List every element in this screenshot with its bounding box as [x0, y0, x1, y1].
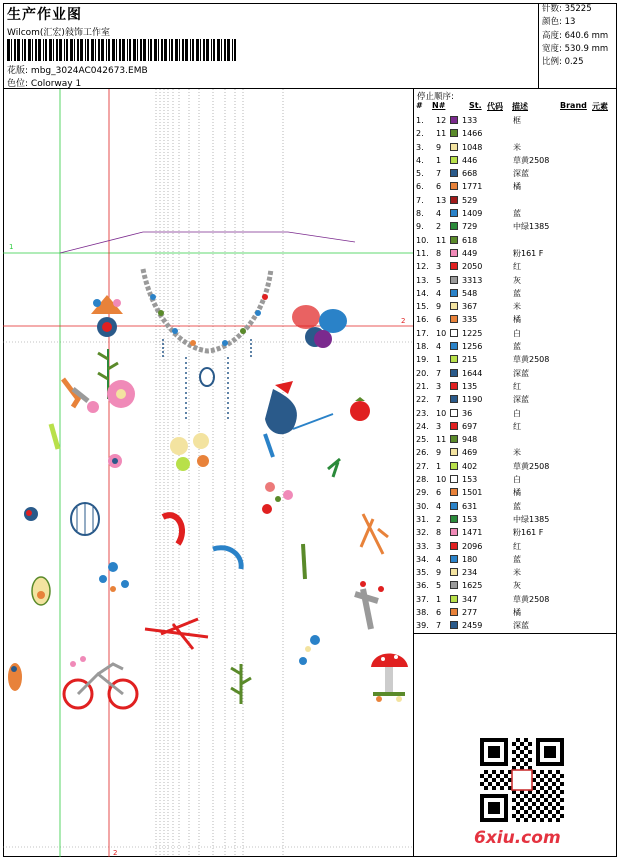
row-code: 697	[462, 421, 478, 431]
table-row	[414, 300, 617, 313]
stat-width: 宽度: 530.9 mm	[542, 43, 609, 54]
row-code: 446	[462, 155, 478, 165]
color-swatch	[450, 169, 458, 177]
row-desc: 深蓝	[513, 621, 529, 631]
row-index: 11.	[416, 248, 429, 258]
row-code: 529	[462, 195, 478, 205]
colorway-line	[7, 76, 81, 89]
table-row	[414, 260, 617, 273]
stop-sequence-title: 停止顺序:	[417, 92, 454, 102]
color-swatch	[450, 249, 458, 257]
stats-box	[538, 3, 617, 89]
row-code: 1190	[462, 395, 483, 405]
color-swatch	[450, 276, 458, 284]
row-code: 618	[462, 235, 478, 245]
row-needle: 6	[436, 488, 442, 498]
row-index: 36.	[416, 581, 429, 591]
color-swatch	[450, 302, 458, 310]
table-row	[414, 407, 617, 420]
table-row	[414, 367, 617, 380]
row-desc: 粉161 F	[513, 528, 544, 538]
table-row	[414, 500, 617, 513]
row-index: 7.	[416, 195, 424, 205]
color-swatch	[450, 156, 458, 164]
page-title: 生产作业图	[7, 7, 82, 23]
row-code: 948	[462, 435, 478, 445]
row-needle: 9	[436, 448, 442, 458]
row-index: 28.	[416, 475, 429, 485]
stat-colors: 颜色: 13	[542, 17, 576, 28]
color-swatch	[450, 262, 458, 270]
row-desc: 白	[513, 408, 521, 418]
stop-sequence-panel	[414, 89, 617, 634]
row-needle: 3	[436, 421, 442, 431]
color-swatch	[450, 315, 458, 323]
necklace-motif	[143, 269, 271, 419]
row-needle: 4	[436, 554, 442, 564]
qr-area	[414, 634, 617, 857]
qr-code	[480, 738, 564, 822]
row-needle: 5	[436, 275, 442, 285]
table-row	[414, 194, 617, 207]
color-swatch	[450, 542, 458, 550]
row-needle: 2	[436, 222, 442, 232]
header	[3, 3, 538, 89]
row-needle: 8	[436, 248, 442, 258]
row-index: 5.	[416, 169, 424, 179]
row-needle: 2	[436, 514, 442, 524]
row-code: 335	[462, 315, 478, 325]
color-swatch	[450, 209, 458, 217]
colorway-label: 色位:	[7, 79, 29, 89]
row-needle: 3	[436, 381, 442, 391]
col-element: 元素	[592, 102, 608, 111]
row-needle: 6	[436, 607, 442, 617]
row-code: 1256	[462, 342, 483, 352]
row-index: 15.	[416, 302, 429, 312]
row-desc: 粉161 F	[513, 248, 544, 258]
color-swatch	[450, 568, 458, 576]
company-name: Wilcom(汇宏)敍饰工作室	[7, 28, 110, 38]
row-index: 21.	[416, 381, 429, 391]
row-code: 2050	[462, 262, 483, 272]
row-desc: 灰	[513, 275, 521, 285]
table-row	[414, 207, 617, 220]
color-swatch	[450, 196, 458, 204]
row-code: 1771	[462, 182, 483, 192]
row-index: 16.	[416, 315, 429, 325]
color-swatch	[450, 382, 458, 390]
table-row	[414, 619, 617, 632]
table-row	[414, 420, 617, 433]
table-row	[414, 486, 617, 499]
row-index: 30.	[416, 501, 429, 511]
guide-marker-bottom: 2	[113, 849, 118, 857]
color-swatch	[450, 129, 458, 137]
row-index: 33.	[416, 541, 429, 551]
color-swatch	[450, 502, 458, 510]
row-code: 367	[462, 302, 478, 312]
table-row	[414, 593, 617, 606]
design-preview	[3, 89, 414, 857]
color-swatch	[450, 435, 458, 443]
row-needle: 11	[436, 235, 447, 245]
barcode	[7, 39, 239, 61]
row-index: 37.	[416, 594, 429, 604]
colorway-value: Colorway 1	[30, 79, 82, 89]
row-needle: 11	[436, 435, 447, 445]
col-needle: N#	[432, 101, 446, 110]
table-row	[414, 380, 617, 393]
row-desc: 草黄2508	[513, 355, 550, 365]
table-row	[414, 167, 617, 180]
color-swatch	[450, 182, 458, 190]
row-index: 12.	[416, 262, 429, 272]
row-needle: 1	[436, 155, 442, 165]
row-code: 234	[462, 568, 478, 578]
stat-stitches: 针数: 35225	[542, 4, 592, 14]
color-swatch	[450, 608, 458, 616]
color-swatch	[450, 236, 458, 244]
row-desc: 蓝	[513, 342, 521, 352]
row-desc: 红	[513, 541, 521, 551]
row-needle: 3	[436, 262, 442, 272]
row-needle: 1	[436, 461, 442, 471]
row-code: 548	[462, 288, 478, 298]
row-desc: 中绿1385	[513, 222, 550, 232]
row-needle: 9	[436, 568, 442, 578]
row-desc: 蓝	[513, 288, 521, 298]
row-needle: 9	[436, 302, 442, 312]
row-index: 17.	[416, 328, 429, 338]
design-canvas[interactable]	[3, 89, 414, 857]
row-desc: 深蓝	[513, 368, 529, 378]
row-index: 38.	[416, 607, 429, 617]
row-needle: 10	[436, 408, 447, 418]
table-row	[414, 313, 617, 326]
row-index: 26.	[416, 448, 429, 458]
color-swatch	[450, 422, 458, 430]
table-row	[414, 274, 617, 287]
table-row	[414, 154, 617, 167]
row-desc: 深蓝	[513, 395, 529, 405]
row-code: 1625	[462, 581, 483, 591]
row-index: 10.	[416, 235, 429, 245]
row-code: 3313	[462, 275, 483, 285]
col-desc: 描述	[512, 102, 528, 111]
row-desc: 橘	[513, 182, 521, 192]
row-needle: 6	[436, 315, 442, 325]
row-code: 153	[462, 514, 478, 524]
color-swatch	[450, 409, 458, 417]
table-row	[414, 327, 617, 340]
row-needle: 10	[436, 475, 447, 485]
color-swatch	[450, 329, 458, 337]
row-code: 1466	[462, 129, 483, 139]
row-index: 14.	[416, 288, 429, 298]
row-desc: 红	[513, 381, 521, 391]
row-desc: 蓝	[513, 209, 521, 219]
row-needle: 11	[436, 129, 447, 139]
row-desc: 红	[513, 421, 521, 431]
row-code: 2459	[462, 621, 483, 631]
row-desc: 米	[513, 302, 521, 312]
row-needle: 8	[436, 528, 442, 538]
stat-height: 高度: 640.6 mm	[542, 30, 609, 41]
row-desc: 白	[513, 475, 521, 485]
row-code: 449	[462, 248, 478, 258]
table-row	[414, 234, 617, 247]
row-needle: 1	[436, 594, 442, 604]
row-code: 215	[462, 355, 478, 365]
color-swatch	[450, 581, 458, 589]
row-needle: 10	[436, 328, 447, 338]
row-index: 22.	[416, 395, 429, 405]
row-needle: 4	[436, 501, 442, 511]
row-code: 1225	[462, 328, 483, 338]
row-desc: 米	[513, 448, 521, 458]
color-swatch	[450, 342, 458, 350]
table-row	[414, 540, 617, 553]
color-swatch	[450, 448, 458, 456]
table-row	[414, 553, 617, 566]
row-code: 180	[462, 554, 478, 564]
row-index: 27.	[416, 461, 429, 471]
row-index: 29.	[416, 488, 429, 498]
table-row	[414, 433, 617, 446]
stat-scale: 比例: 0.25	[542, 57, 584, 68]
table-row	[414, 220, 617, 233]
row-code: 135	[462, 381, 478, 391]
row-index: 39.	[416, 621, 429, 631]
table-row	[414, 287, 617, 300]
butterfly-motif	[292, 305, 347, 348]
row-desc: 橘	[513, 488, 521, 498]
table-row	[414, 247, 617, 260]
row-needle: 9	[436, 142, 442, 152]
design-file-line	[7, 63, 148, 76]
table-row	[414, 127, 617, 140]
color-swatch	[450, 143, 458, 151]
row-index: 32.	[416, 528, 429, 538]
row-index: 19.	[416, 355, 429, 365]
row-code: 1644	[462, 368, 483, 378]
row-index: 3.	[416, 142, 424, 152]
row-index: 34.	[416, 554, 429, 564]
row-code: 729	[462, 222, 478, 232]
row-desc: 中绿1385	[513, 514, 550, 524]
table-row	[414, 460, 617, 473]
table-row	[414, 446, 617, 459]
row-desc: 蓝	[513, 501, 521, 511]
row-index: 25.	[416, 435, 429, 445]
color-swatch	[450, 462, 458, 470]
table-row	[414, 353, 617, 366]
table-row	[414, 180, 617, 193]
row-code: 36	[462, 408, 473, 418]
row-index: 8.	[416, 209, 424, 219]
table-row	[414, 579, 617, 592]
table-row	[414, 340, 617, 353]
watermark-text: 6xiu.com	[474, 828, 561, 848]
row-needle: 7	[436, 395, 442, 405]
color-swatch	[450, 116, 458, 124]
row-desc: 橘	[513, 607, 521, 617]
stop-sequence-rows	[414, 114, 617, 633]
row-desc: 橘	[513, 315, 521, 325]
row-index: 6.	[416, 182, 424, 192]
row-desc: 蓝	[513, 554, 521, 564]
row-desc: 草黄2508	[513, 461, 550, 471]
row-index: 31.	[416, 514, 429, 524]
table-row	[414, 473, 617, 486]
row-code: 347	[462, 594, 478, 604]
table-row	[414, 141, 617, 154]
row-code: 668	[462, 169, 478, 179]
design-file: mbg_3024AC042673.EMB	[30, 66, 148, 76]
color-swatch	[450, 355, 458, 363]
row-code: 1501	[462, 488, 483, 498]
color-swatch	[450, 555, 458, 563]
row-desc: 米	[513, 142, 521, 152]
row-code: 133	[462, 116, 478, 125]
stop-sequence-header	[414, 101, 617, 113]
row-needle: 12	[436, 116, 447, 125]
row-desc: 米	[513, 568, 521, 578]
row-desc: 白	[513, 328, 521, 338]
col-code: 代码	[487, 102, 503, 111]
row-code: 277	[462, 607, 478, 617]
row-index: 24.	[416, 421, 429, 431]
row-needle: 5	[436, 581, 442, 591]
row-desc: 草黄2508	[513, 594, 550, 604]
color-swatch	[450, 595, 458, 603]
row-index: 13.	[416, 275, 429, 285]
table-row	[414, 566, 617, 579]
color-swatch	[450, 395, 458, 403]
table-row	[414, 393, 617, 406]
col-index: #	[416, 101, 423, 110]
color-swatch	[450, 488, 458, 496]
row-code: 2096	[462, 541, 483, 551]
row-needle: 4	[436, 209, 442, 219]
table-row	[414, 606, 617, 619]
table-row	[414, 513, 617, 526]
row-needle: 7	[436, 169, 442, 179]
row-needle: 4	[436, 342, 442, 352]
row-index: 23.	[416, 408, 429, 418]
row-needle: 6	[436, 182, 442, 192]
mushroom-motif	[371, 654, 408, 703]
row-code: 631	[462, 501, 478, 511]
row-code: 153	[462, 475, 478, 485]
row-code: 469	[462, 448, 478, 458]
col-stitch: St.	[469, 101, 482, 110]
row-index: 1.	[416, 116, 424, 125]
row-code: 1471	[462, 528, 483, 538]
color-swatch	[450, 515, 458, 523]
color-swatch	[450, 289, 458, 297]
row-code: 402	[462, 461, 478, 471]
table-row	[414, 114, 617, 127]
row-desc: 红	[513, 262, 521, 272]
row-desc: 框	[513, 116, 521, 125]
row-desc: 草黄2508	[513, 155, 550, 165]
row-desc: 灰	[513, 581, 521, 591]
folk-flower-motif	[91, 295, 123, 337]
color-swatch	[450, 621, 458, 629]
row-needle: 4	[436, 288, 442, 298]
row-needle: 13	[436, 195, 447, 205]
row-index: 9.	[416, 222, 424, 232]
color-swatch	[450, 369, 458, 377]
guide-marker-1: 1	[9, 243, 14, 251]
guide-marker-2: 2	[401, 317, 406, 325]
table-row	[414, 526, 617, 539]
hummingbird-motif	[265, 381, 333, 457]
row-index: 2.	[416, 129, 424, 139]
color-swatch	[450, 475, 458, 483]
row-index: 18.	[416, 342, 429, 352]
row-code: 1409	[462, 209, 483, 219]
row-needle: 7	[436, 368, 442, 378]
row-desc: 深蓝	[513, 169, 529, 179]
col-brand: Brand	[560, 101, 587, 110]
bicycle-motif	[64, 656, 137, 708]
row-index: 35.	[416, 568, 429, 578]
row-index: 4.	[416, 155, 424, 165]
row-needle: 1	[436, 355, 442, 365]
row-needle: 3	[436, 541, 442, 551]
design-label: 花版:	[7, 66, 29, 76]
row-index: 20.	[416, 368, 429, 378]
row-code: 1048	[462, 142, 483, 152]
color-swatch	[450, 222, 458, 230]
row-needle: 7	[436, 621, 442, 631]
color-swatch	[450, 528, 458, 536]
